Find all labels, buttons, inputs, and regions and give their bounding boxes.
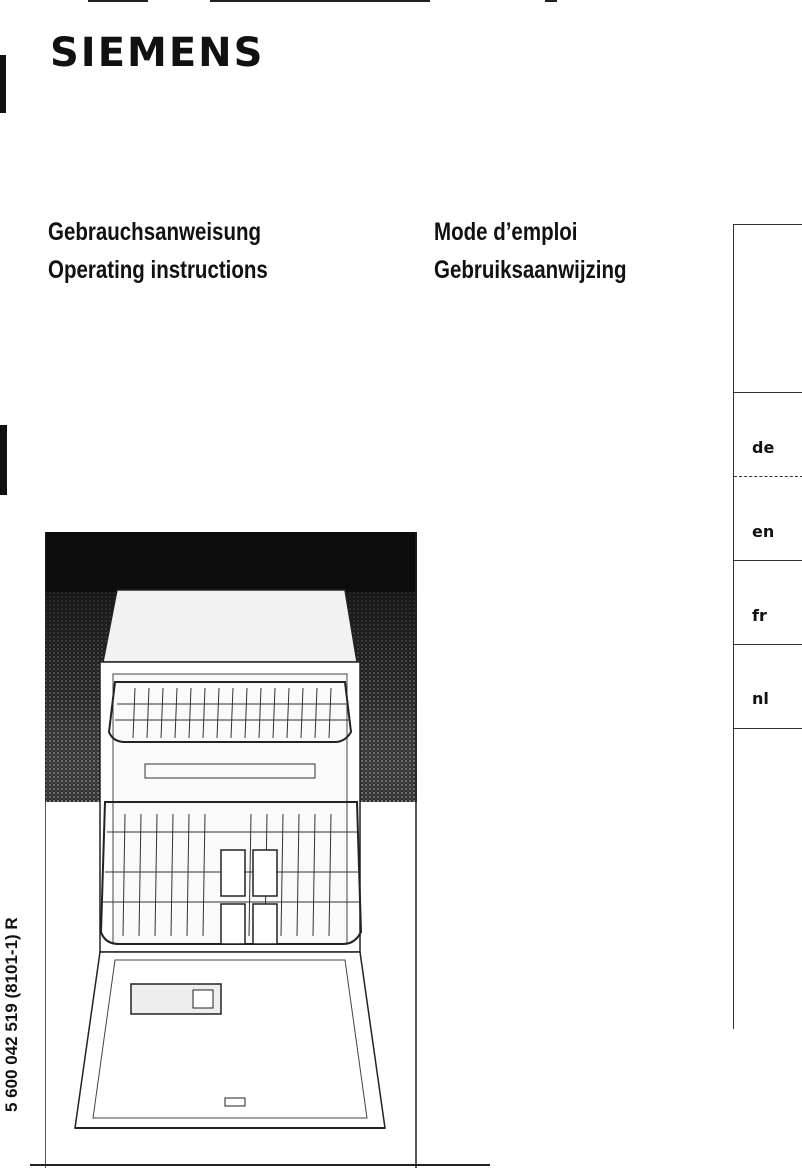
top-rule-1 xyxy=(88,0,148,2)
title-de: Gebrauchsanweisung xyxy=(48,218,262,246)
top-rule-3 xyxy=(545,0,557,2)
tab-en[interactable]: en xyxy=(752,522,775,541)
tab-divider xyxy=(734,644,802,645)
dishwasher-illustration xyxy=(45,532,417,1168)
title-nl: Gebruiksaanwijzing xyxy=(434,256,627,284)
title-en: Operating instructions xyxy=(48,256,268,284)
tab-de[interactable]: de xyxy=(752,438,775,457)
top-rule-2 xyxy=(210,0,430,2)
title-fr: Mode d’emploi xyxy=(434,218,578,246)
tab-fr[interactable]: fr xyxy=(752,606,767,625)
tab-nl[interactable]: nl xyxy=(752,689,769,708)
tab-divider xyxy=(734,392,802,393)
tab-divider xyxy=(734,224,802,225)
language-tabs xyxy=(733,224,802,1029)
tab-divider xyxy=(734,728,802,729)
left-margin-bar-mid xyxy=(0,425,7,495)
brand-logo: SIEMENS xyxy=(50,30,265,76)
bottom-rule xyxy=(30,1164,490,1166)
document-code: 5 600 042 519 (8101-1) R xyxy=(2,917,21,1112)
tab-divider xyxy=(734,476,802,477)
tab-divider xyxy=(734,560,802,561)
left-margin-bar-top xyxy=(0,55,6,113)
